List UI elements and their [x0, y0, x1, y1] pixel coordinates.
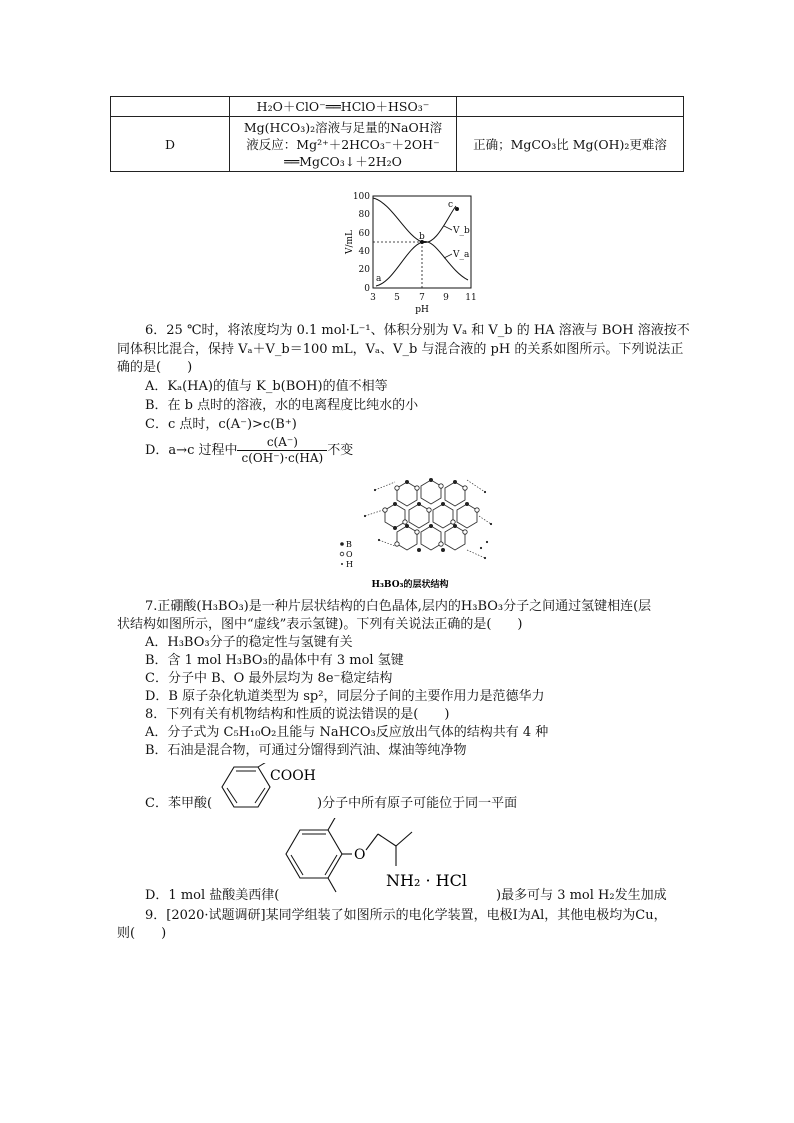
- mexiletine-hydrochloride-structure: [282, 818, 498, 896]
- amine-hcl-label: NH₂ · HCl: [386, 871, 467, 890]
- y-tick-label: 80: [358, 210, 370, 220]
- figure-caption: H₃BO₃的层状结构: [371, 580, 449, 590]
- q7-stem-line: 7.正硼酸(H₃BO₃)是一种片层状结构的白色晶体,层内的H₃BO₃分子之间通过氢键相连(层: [145, 599, 652, 614]
- q9-stem-line: 9．[2020·试题调研]某同学组装了如图所示的电化学装置，电极Ⅰ为Al，其他电极均为Cu，: [145, 908, 667, 923]
- hydrogen-bonds: [365, 480, 491, 558]
- q8-option-a: A．分子式为 C₅H₁₀O₂且能与 NaHCO₃反应放出气体的结构共有 4 种: [145, 725, 549, 740]
- q6-option-d: [145, 433, 353, 469]
- x-axis-label: pH: [415, 305, 429, 314]
- table-cell: H₂O＋ClO⁻══HClO＋HSO₃⁻: [230, 97, 457, 117]
- q6-option-c: C．c 点时，c(A⁻)>c(B⁺): [145, 417, 297, 432]
- y-tick-label: 0: [364, 284, 370, 294]
- q7-option-a: A．H₃BO₃分子的稳定性与氢键有关: [145, 635, 353, 650]
- boric-acid-structure-figure: [335, 470, 495, 592]
- q7-option-b: B．含 1 mol H₃BO₃的晶体中有 3 mol 氢键: [145, 653, 404, 668]
- q6-option-d-suffix: 不变: [327, 443, 354, 458]
- x-tick-label: 9: [443, 293, 449, 303]
- fraction: [237, 435, 327, 466]
- table-row: [111, 97, 684, 117]
- titration-figure: [336, 188, 486, 314]
- q6-stem-line: 确的是( ): [117, 360, 193, 375]
- y-tick-label: 40: [358, 247, 370, 257]
- fraction-numerator: c(A⁻): [237, 435, 327, 451]
- y-axis-label: V/mL: [345, 229, 355, 255]
- q6-option-b: B．在 b 点时的溶液，水的电离程度比纯水的小: [145, 398, 419, 413]
- x-tick-label: 7: [419, 293, 425, 303]
- y-tick-label: 20: [358, 265, 370, 275]
- fraction-denominator: c(OH⁻)·c(HA): [241, 451, 324, 465]
- q8-option-c-prefix: C．苯甲酸(: [145, 796, 213, 811]
- x-tick-label: 11: [465, 293, 477, 303]
- y-tick-label: 60: [358, 229, 370, 239]
- equation-line: 液反应：Mg²⁺＋2HCO₃⁻＋2OH⁻: [246, 136, 440, 152]
- table-cell-equation: [230, 117, 457, 172]
- table-cell: [457, 97, 684, 117]
- cooh-label: COOH: [270, 768, 316, 784]
- point-c: [455, 207, 459, 211]
- curve-label: V_b: [453, 226, 470, 236]
- oxygen-label: O: [354, 847, 366, 863]
- legend-oxygen-marker: [340, 552, 344, 556]
- table-cell: [111, 97, 230, 117]
- legend-label: O: [346, 550, 353, 559]
- options-table: [110, 96, 684, 172]
- q6-stem-line: 6．25 ℃时，将浓度均为 0.1 mol·L⁻¹、体积分别为 Vₐ 和 V_b 的 HA 溶液与 BOH 溶液按不: [145, 323, 690, 338]
- point-label: a: [376, 274, 382, 284]
- q7-stem-line: 状结构如图所示，图中“虚线”表示氢键)。下列有关说法正确的是( ): [117, 617, 523, 632]
- q8-option-d-suffix: )最多可与 3 mol H₂发生加成: [496, 888, 667, 903]
- legend-label: B: [346, 540, 352, 549]
- table-cell-label: D: [111, 117, 230, 172]
- callout-line: [444, 254, 452, 258]
- table-cell-evaluation: 正确；MgCO₃比 Mg(OH)₂更难溶: [457, 117, 684, 172]
- callout-line: [444, 226, 452, 230]
- q8-option-d-prefix: D．1 mol 盐酸美西律(: [145, 888, 280, 903]
- benzoic-acid-structure: [210, 763, 320, 811]
- table-row: [111, 117, 684, 172]
- q6-option-a: A．Kₐ(HA)的值与 K_b(BOH)的值不相等: [145, 379, 388, 394]
- q6-option-d-prefix: D．a→c 过程中: [145, 443, 238, 458]
- legend-hydrogen-marker: [341, 563, 343, 565]
- equation-line: Mg(HCO₃)₂溶液与足量的NaOH溶: [243, 119, 443, 135]
- legend-label: H: [346, 560, 353, 569]
- x-tick-label: 5: [394, 293, 400, 303]
- hexagon-lattice: [385, 480, 477, 550]
- boron-atoms: [393, 478, 469, 552]
- q7-option-c: C．分子中 B、O 最外层均为 8e⁻稳定结构: [145, 671, 393, 686]
- legend-boron-marker: [340, 542, 344, 546]
- vb-curve: [373, 198, 456, 243]
- point-label: c: [448, 200, 454, 210]
- q9-stem-line: 则( ): [117, 926, 167, 941]
- q8-option-b: B．石油是混合物，可通过分馏得到汽油、煤油等纯净物: [145, 743, 467, 758]
- point-label: b: [419, 232, 425, 242]
- y-tick-label: 100: [352, 192, 370, 202]
- q6-stem-line: 同体积比混合，保持 Vₐ＋V_b＝100 mL，Vₐ、V_b 与混合液的 pH 的关系如图所示。下列说法正: [117, 342, 684, 357]
- q7-option-d: D．B 原子杂化轨道类型为 sp²，同层分子间的主要作用力是范德华力: [145, 689, 545, 704]
- curve-label: V_a: [453, 250, 470, 260]
- equation-line: ══MgCO₃↓＋2H₂O: [284, 153, 402, 169]
- q8-stem: 8．下列有关有机物结构和性质的说法错误的是( ): [145, 707, 450, 722]
- x-tick-label: 3: [370, 293, 376, 303]
- q8-option-c-suffix: )分子中所有原子可能位于同一平面: [317, 796, 518, 811]
